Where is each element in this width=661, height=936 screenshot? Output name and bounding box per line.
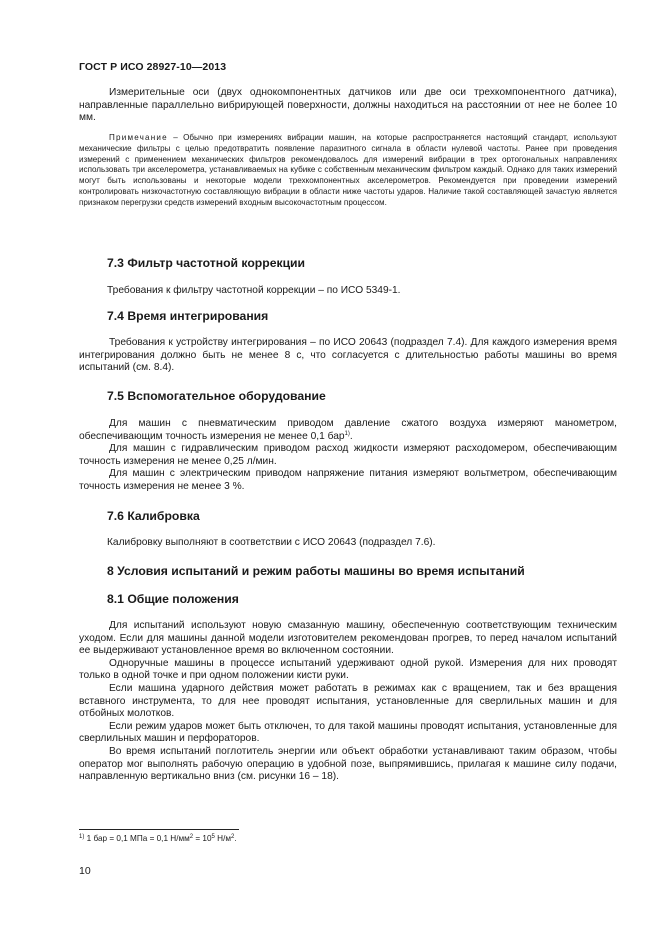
section-7-6-text: Калибровку выполняют в соответствии с ИСО 20643 (подраздел 7.6). bbox=[107, 537, 436, 548]
intro-block bbox=[79, 87, 617, 125]
section-7-3-text: Требования к фильтру частотной коррекции – по ИСО 5349-1. bbox=[107, 285, 401, 296]
section-7-4-text: Требования к устройству интегрирования – по ИСО 20643 (подраздел 7.4). Для каждого измерения время интегрирования должно быть не менее 8 с, что согласуется с длительностью работы машины во время испытаний (см. 8.4). bbox=[79, 337, 617, 374]
section-8-1-body bbox=[79, 620, 617, 784]
section-7-5-p1 bbox=[79, 418, 617, 443]
footnote-exp-1: 2 bbox=[189, 834, 194, 840]
footnote-text-1: 1 бар = 0,1 МПа = 0,1 Н/мм bbox=[84, 834, 190, 843]
section-8-1-p3: Если машина ударного действия может работать в режимах как с вращением, так и без вращения вставного инструмента, то для нее проводят испытания, установленные для сверлильных машин и для отбойных молотков. bbox=[79, 682, 617, 720]
footnote-text-3: Н/м bbox=[214, 834, 231, 843]
footnote-exp-3: 2 bbox=[230, 834, 235, 840]
section-7-5-title: 7.5 Вспомогательное оборудование bbox=[107, 389, 326, 403]
section-7-6-title: 7.6 Калибровка bbox=[107, 509, 200, 523]
section-7-5-p1-end: . bbox=[349, 430, 353, 442]
section-7-5-body bbox=[79, 418, 617, 494]
section-7-5-p1-text: Для машин с пневматическим приводом давление сжатого воздуха измеряют манометром, обеспечивающим точность измерения не менее 0,1 бар bbox=[79, 418, 617, 442]
section-8-1-p2: Одноручные машины в процессе испытаний удерживают одной рукой. Измерения для них проводят только в одной точке и при одном положении кисти руки. bbox=[79, 657, 617, 682]
footnote-exp-2: 5 bbox=[211, 834, 215, 840]
section-7-4-title: 7.4 Время интегрирования bbox=[107, 309, 269, 323]
note-block bbox=[79, 133, 617, 209]
section-8-title: 8 Условия испытаний и режим работы машины во время испытаний bbox=[107, 564, 525, 578]
footnote-text-4: . bbox=[234, 834, 237, 843]
intro-paragraph: Измерительные оси (двух однокомпонентных датчиков или две оси трехкомпонентного датчика), направленные параллельно вибрирующей поверхности, должны находиться на расстоянии от нее не более 10 мм. bbox=[79, 87, 617, 124]
section-8-1-p4: Если режим ударов может быть отключен, то для такой машины проводят испытания, установленные для сверлильных машин и перфораторов. bbox=[79, 720, 617, 745]
footnote-text-2: = 10 bbox=[193, 834, 212, 843]
footnote-ref: 1) bbox=[344, 430, 350, 437]
section-7-3-title: 7.3 Фильтр частотной коррекции bbox=[107, 256, 306, 270]
document-header: ГОСТ Р ИСО 28927-10—2013 bbox=[79, 61, 227, 73]
note-text: – Обычно при измерениях вибрации машин, на которые распространяется настоящий стандарт, используют механические фильтры с целью предотвратить появление паразитного сигнала в области нулевой частоты. Ранее при проведения измерений с применением механических фильтров рекомендовалось для измерений вибрации в трех ортогональных направлениях использовать три акселерометра, устанавливаемых на кубике с собственным механическим фильтром каждый. Однако для таких измерений могут быть использованы и некоторые модели трехкомпонентных акселерометров. Рекомендуется при проведении измерений контролировать низкочастотную составляющую вибрации в области ниже частоты ударов. Наличие такой составляющей зачастую является признаком перегрузки средств измерений входным высокочастотным процессом. bbox=[79, 133, 617, 207]
section-7-4-body bbox=[79, 337, 617, 375]
section-8-1-title: 8.1 Общие положения bbox=[107, 592, 239, 606]
page-number: 10 bbox=[79, 865, 91, 877]
note-paragraph bbox=[79, 133, 617, 209]
footnote bbox=[79, 834, 237, 843]
section-7-5-p3: Для машин с электрическим приводом напряжение питания измеряют вольтметром, обеспечивающим точность измерения не менее 3 %. bbox=[79, 468, 617, 492]
section-8-1-p5: Во время испытаний поглотитель энергии или объект обработки устанавливают таким образом, чтобы оператор мог выполнять рабочую операцию в удобной позе, выпрямившись, прилагая к машине силу подачи, направленную вертикально вниз (см. рисунки 16 – 18). bbox=[79, 745, 617, 783]
section-7-5-p2: Для машин с гидравлическим приводом расход жидкости измеряют расходомером, обеспечивающим точность измерения не менее 0,25 л/мин. bbox=[79, 443, 617, 467]
footnote-divider bbox=[79, 829, 239, 830]
section-8-1-p1: Для испытаний используют новую смазанную машину, обеспеченную соответствующим техническим уходом. Если для машины данной модели изготовителем рекомендован прогрев, то перед началом испытаний ее выдерживают установленное время во включенном состоянии. bbox=[79, 620, 617, 657]
note-label: Примечание bbox=[109, 133, 168, 142]
footnote-marker: 1) bbox=[79, 834, 85, 840]
